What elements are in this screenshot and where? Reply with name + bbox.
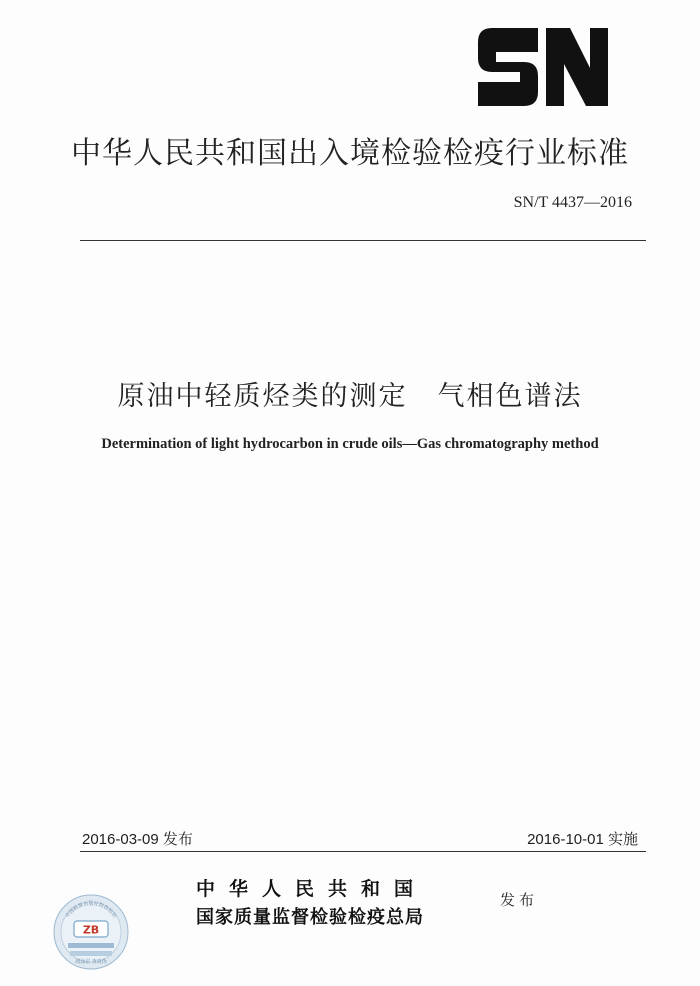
seal-graphic (52, 893, 130, 971)
org-title: 中华人民共和国出入境检验检疫行业标准 (71, 136, 629, 171)
sn-logo-graphic (472, 20, 614, 114)
divider-bottom (80, 851, 646, 852)
sn-logo (472, 20, 614, 114)
issue-label: 发布 (500, 891, 539, 909)
seal-center-text: ZB (82, 923, 100, 937)
chinese-title-main: 原油中轻质烃类的测定 (117, 381, 408, 412)
issuer-line-2: 国家质量监督检验检疫总局 (196, 907, 424, 928)
implementation-date: 2016-10-01 实施 (527, 831, 638, 848)
chinese-title (0, 374, 700, 413)
issue-date: 2016-03-09 发布 (82, 831, 193, 848)
standard-number: SN/T 4437—2016 (513, 194, 632, 211)
seal-top-text: 中国标准出版社防伪标识 (64, 901, 118, 920)
issuing-authority (196, 874, 427, 929)
chinese-title-method: 气相色谱法 (437, 381, 583, 412)
english-title: Determination of light hydrocarbon in crude oils—Gas chromatography method (101, 436, 599, 452)
divider-top (80, 240, 646, 241)
seal-bottom-text: 刮涂层 查真伪 (75, 959, 107, 965)
issuer-line-1: 中华人民共和国 (196, 878, 428, 900)
anti-counterfeit-seal (52, 893, 130, 971)
